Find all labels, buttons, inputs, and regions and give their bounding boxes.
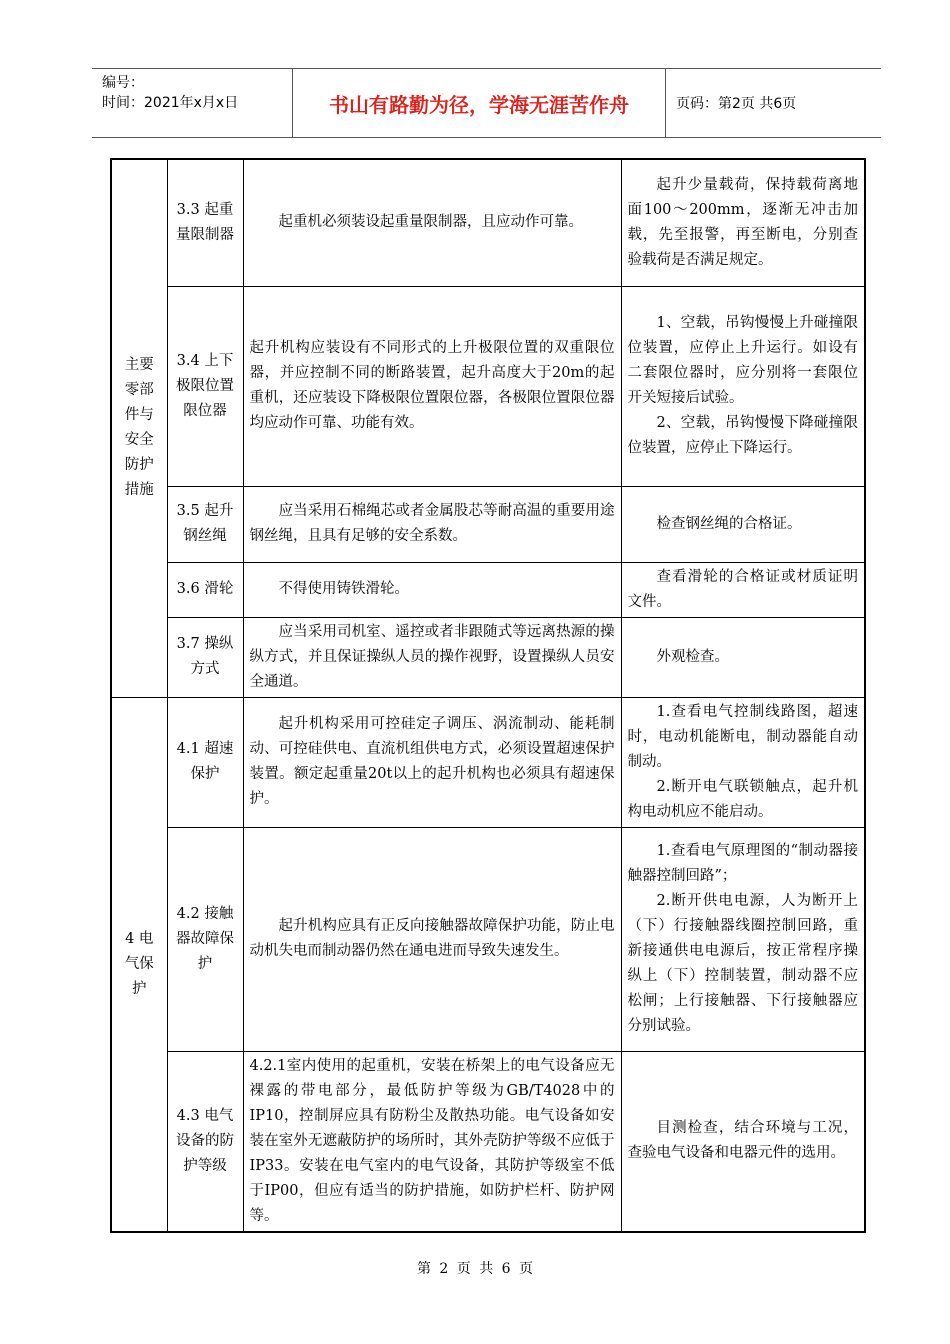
- table-row: [111, 827, 865, 1051]
- header-page-number: 页码：第2页 共6页: [676, 96, 797, 112]
- method-cell: [621, 617, 865, 697]
- method-text: 目测检查，结合环境与工况，查验电气设备和电器元件的选用。: [627, 1120, 858, 1161]
- table-row: [111, 617, 865, 697]
- method-cell: [621, 159, 865, 286]
- requirement-cell: 起重机必须装设起重量限制器，且应动作可靠。: [243, 159, 621, 286]
- item-cell: 3.7 操纵方式: [167, 617, 243, 697]
- item-cell: 3.3 起重量限制器: [167, 159, 243, 286]
- method-cell: [621, 827, 865, 1051]
- table-row: [111, 1051, 865, 1232]
- method-text: 2.断开电气联锁触点，起升机构电动机应不能启动。: [627, 778, 858, 820]
- item-cell: 4.2 接触器故障保护: [167, 827, 243, 1051]
- method-text: 1.查看电气原理图的“制动器接触器控制回路”；: [627, 843, 858, 884]
- item-cell: 3.4 上下极限位置限位器: [167, 286, 243, 486]
- requirement-cell: 起升机构应装设有不同形式的上升极限位置的双重限位器，并应控制不同的断路装置，起升高度大于20m的起重机，还应装设下降极限位置限位器，各极限位置限位器均应动作可靠、功能有效。: [243, 286, 621, 486]
- document-time-label: 时间：2021年x月x日: [102, 95, 239, 111]
- page-header: [92, 68, 881, 138]
- table-row: [111, 486, 865, 562]
- method-text: 1、空载，吊钩慢慢上升碰撞限位装置，应停止上升运行。如设有二套限位器时，应分别将一套限位开关短接后试验。: [627, 315, 858, 406]
- method-text: 2.断开供电电源，人为断开上（下）行接触器线圈控制回路，重新接通供电电源后，按正常程序操纵上（下）控制装置，制动器不应松闸；上行接触器、下行接触器应分别试验。: [627, 893, 858, 1034]
- document-number-label: 编号：: [102, 75, 144, 91]
- method-cell: [621, 486, 865, 562]
- method-text: 查看滑轮的合格证或材质证明文件。: [627, 568, 858, 610]
- method-cell: [621, 1051, 865, 1232]
- item-cell: 3.5 起升钢丝绳: [167, 486, 243, 562]
- requirement-cell: 应当采用石棉绳芯或者金属股芯等耐高温的重要用途钢丝绳，且具有足够的安全系数。: [243, 486, 621, 562]
- table-row: [111, 697, 865, 827]
- category-cell: 主要零部件与安全防护措施: [111, 159, 167, 697]
- item-cell: 3.6 滑轮: [167, 562, 243, 617]
- category-cell: 4 电气保护: [111, 697, 167, 1232]
- method-text: 1.查看电气控制线路图，超速时，电动机能断电，制动器能自动制动。: [627, 703, 858, 770]
- method-text: 外观检查。: [656, 648, 729, 665]
- method-cell: [621, 286, 865, 486]
- method-cell: [621, 697, 865, 827]
- table-row: [111, 159, 865, 286]
- header-motto: 书山有路勤为径，学海无涯苦作舟: [292, 69, 666, 137]
- method-text: 检查钢丝绳的合格证。: [656, 515, 802, 532]
- method-text: 2、空载，吊钩慢慢下降碰撞限位装置，应停止下降运行。: [627, 415, 858, 456]
- page-footer: 第 2 页 共 6 页: [416, 1261, 534, 1277]
- requirement-cell: 起升机构应具有正反向接触器故障保护功能，防止电动机失电而制动器仍然在通电进而导致失速发生。: [243, 827, 621, 1051]
- method-text: 起升少量载荷，保持载荷离地面100～200mm，逐渐无冲击加载，先至报警，再至断电，分别查验载荷是否满足规定。: [627, 176, 858, 268]
- requirement-cell: 4.2.1室内使用的起重机，安装在桥架上的电气设备应无裸露的带电部分，最低防护等级为GB/T4028中的IP10，控制屏应具有防粉尘及散热功能。电气设备如安装在室外无遮蔽防护的场所时，其外壳防护等级不应低于IP33。安装在电气室内的电气设备，其防护等级室不低于IP00，但应有适当的防护措施，如防护栏杆、防护网等。: [243, 1051, 621, 1232]
- table-row: [111, 286, 865, 486]
- method-cell: [621, 562, 865, 617]
- inspection-table: [110, 158, 866, 1233]
- table-row: [111, 562, 865, 617]
- requirement-cell: 应当采用司机室、遥控或者非跟随式等远离热源的操纵方式，并且保证操纵人员的操作视野，设置操纵人员安全通道。: [243, 617, 621, 697]
- header-meta: [92, 69, 292, 137]
- item-cell: 4.3 电气设备的防护等级: [167, 1051, 243, 1232]
- requirement-cell: 不得使用铸铁滑轮。: [243, 562, 621, 617]
- item-cell: 4.1 超速保护: [167, 697, 243, 827]
- requirement-cell: 起升机构采用可控硅定子调压、涡流制动、能耗制动、可控硅供电、直流机组供电方式，必须设置超速保护装置。额定起重量20t以上的起升机构也必须具有超速保护。: [243, 697, 621, 827]
